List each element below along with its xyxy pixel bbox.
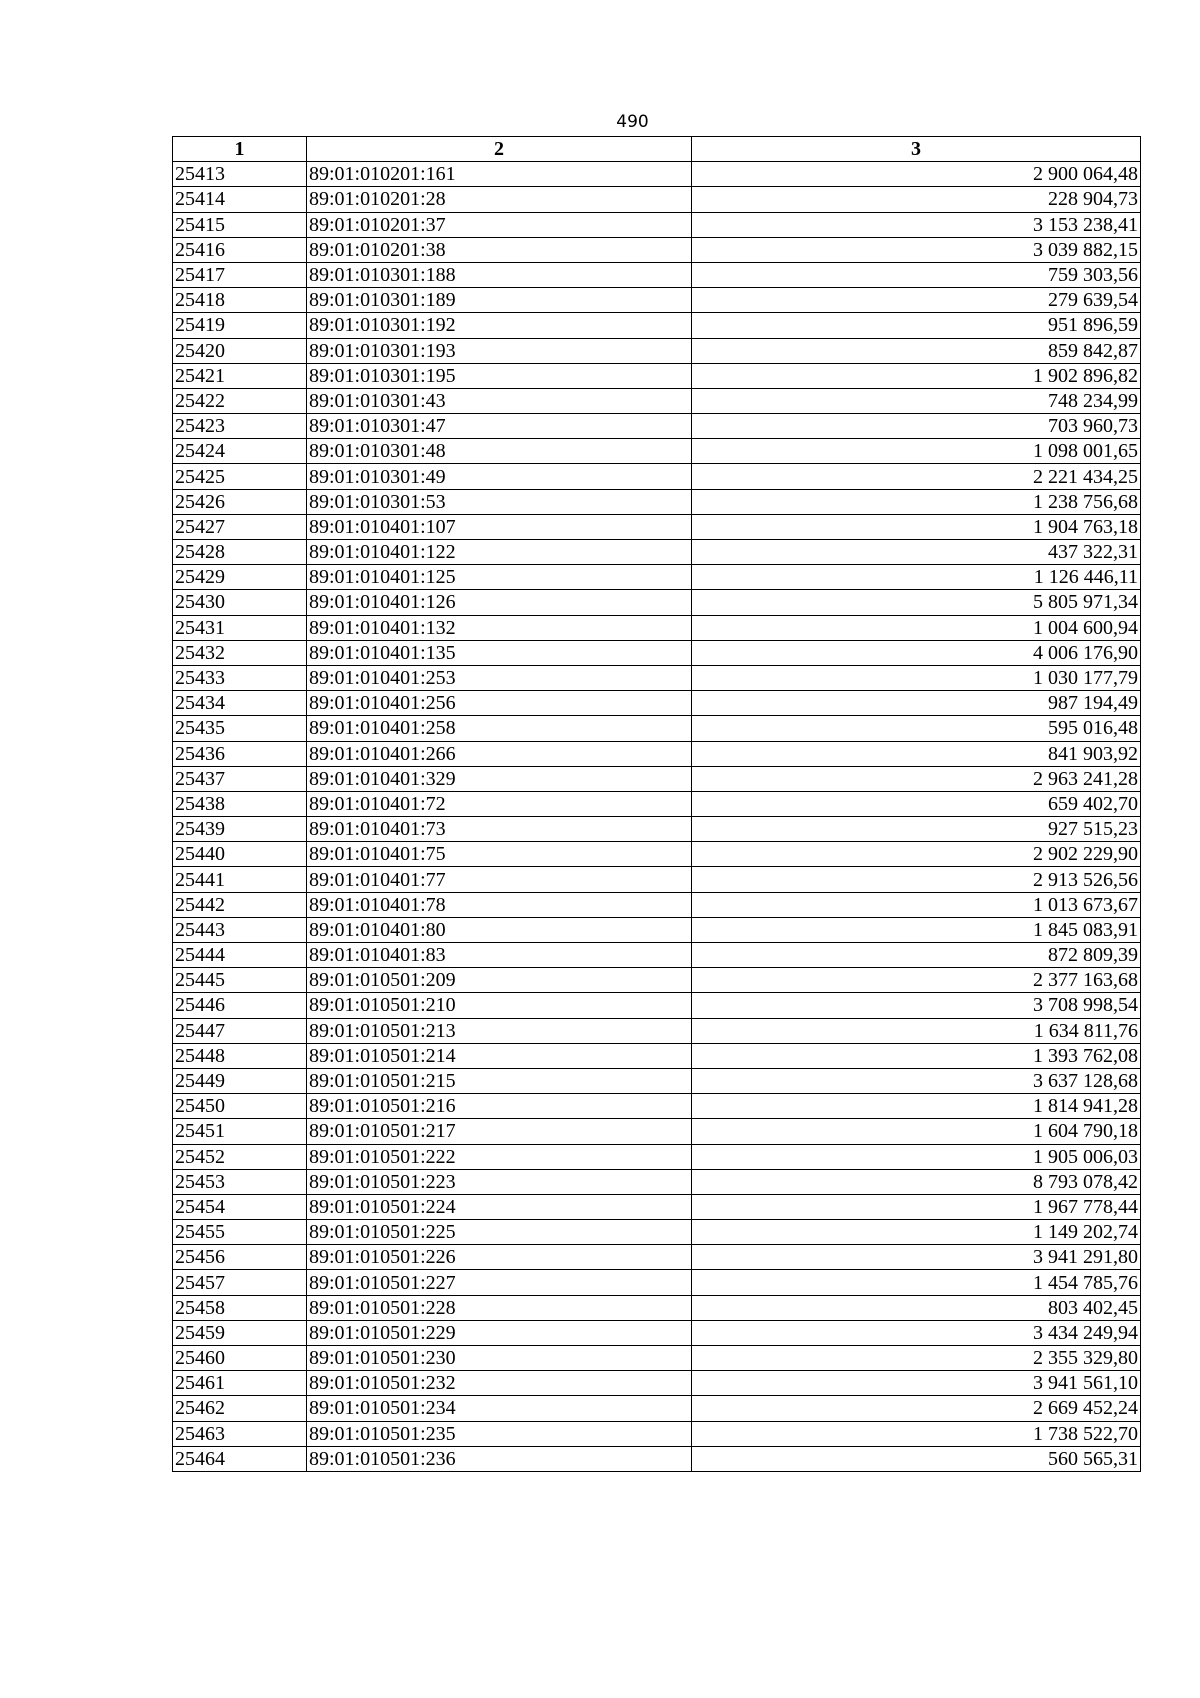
value-cell: 4 006 176,90 [692,640,1141,665]
row-number-cell: 25449 [173,1068,307,1093]
table-row [173,338,1141,363]
cadastral-number-cell: 89:01:010401:75 [307,842,692,867]
value-cell: 2 355 329,80 [692,1346,1141,1371]
row-number-cell: 25438 [173,791,307,816]
table-row [173,212,1141,237]
value-cell: 3 637 128,68 [692,1068,1141,1093]
value-cell: 748 234,99 [692,388,1141,413]
value-cell: 2 902 229,90 [692,842,1141,867]
value-cell: 1 634 811,76 [692,1018,1141,1043]
cadastral-number-cell: 89:01:010501:213 [307,1018,692,1043]
row-number-cell: 25426 [173,489,307,514]
table-row [173,288,1141,313]
cadastral-number-cell: 89:01:010501:232 [307,1371,692,1396]
value-cell: 1 814 941,28 [692,1094,1141,1119]
value-cell: 1 454 785,76 [692,1270,1141,1295]
cadastral-number-cell: 89:01:010301:47 [307,414,692,439]
row-number-cell: 25415 [173,212,307,237]
row-number-cell: 25442 [173,892,307,917]
table-row [173,262,1141,287]
value-cell: 2 377 163,68 [692,968,1141,993]
row-number-cell: 25439 [173,817,307,842]
table-row [173,615,1141,640]
table-row [173,817,1141,842]
table-row [173,741,1141,766]
row-number-cell: 25414 [173,187,307,212]
cadastral-number-cell: 89:01:010401:256 [307,691,692,716]
table-row [173,691,1141,716]
value-cell: 437 322,31 [692,540,1141,565]
row-number-cell: 25440 [173,842,307,867]
value-cell: 951 896,59 [692,313,1141,338]
value-cell: 1 149 202,74 [692,1220,1141,1245]
cadastral-number-cell: 89:01:010401:132 [307,615,692,640]
value-cell: 595 016,48 [692,716,1141,741]
value-cell: 1 238 756,68 [692,489,1141,514]
value-cell: 3 708 998,54 [692,993,1141,1018]
row-number-cell: 25454 [173,1194,307,1219]
table-row [173,943,1141,968]
table-row [173,1018,1141,1043]
cadastral-number-cell: 89:01:010401:329 [307,766,692,791]
table-row [173,1295,1141,1320]
row-number-cell: 25417 [173,262,307,287]
row-number-cell: 25462 [173,1396,307,1421]
cadastral-number-cell: 89:01:010401:253 [307,665,692,690]
value-cell: 560 565,31 [692,1446,1141,1471]
row-number-cell: 25422 [173,388,307,413]
value-cell: 2 963 241,28 [692,766,1141,791]
value-cell: 3 039 882,15 [692,237,1141,262]
table-row [173,1320,1141,1345]
row-number-cell: 25421 [173,363,307,388]
table-row [173,716,1141,741]
row-number-cell: 25424 [173,439,307,464]
row-number-cell: 25419 [173,313,307,338]
cadastral-number-cell: 89:01:010301:48 [307,439,692,464]
row-number-cell: 25430 [173,590,307,615]
value-cell: 872 809,39 [692,943,1141,968]
cadastral-number-cell: 89:01:010301:189 [307,288,692,313]
cadastral-number-cell: 89:01:010401:78 [307,892,692,917]
cadastral-number-cell: 89:01:010501:222 [307,1144,692,1169]
value-cell: 1 126 446,11 [692,565,1141,590]
cadastral-number-cell: 89:01:010401:83 [307,943,692,968]
table-row [173,439,1141,464]
value-cell: 1 905 006,03 [692,1144,1141,1169]
row-number-cell: 25435 [173,716,307,741]
cadastral-number-cell: 89:01:010201:161 [307,162,692,187]
cadastral-number-cell: 89:01:010301:193 [307,338,692,363]
table-row [173,917,1141,942]
row-number-cell: 25458 [173,1295,307,1320]
cadastral-number-cell: 89:01:010301:49 [307,464,692,489]
table-row [173,388,1141,413]
table-row [173,489,1141,514]
row-number-cell: 25450 [173,1094,307,1119]
cadastral-number-cell: 89:01:010301:188 [307,262,692,287]
cadastral-number-cell: 89:01:010501:214 [307,1043,692,1068]
value-cell: 5 805 971,34 [692,590,1141,615]
cadastral-number-cell: 89:01:010501:229 [307,1320,692,1345]
table-row [173,640,1141,665]
cadastral-number-cell: 89:01:010501:210 [307,993,692,1018]
table-row [173,1421,1141,1446]
table-row [173,565,1141,590]
row-number-cell: 25464 [173,1446,307,1471]
value-cell: 3 434 249,94 [692,1320,1141,1345]
table-row [173,162,1141,187]
cadastral-number-cell: 89:01:010501:225 [307,1220,692,1245]
row-number-cell: 25443 [173,917,307,942]
cadastral-number-cell: 89:01:010201:37 [307,212,692,237]
table-row [173,1169,1141,1194]
cadastral-number-cell: 89:01:010401:107 [307,514,692,539]
row-number-cell: 25453 [173,1169,307,1194]
table-row [173,237,1141,262]
row-number-cell: 25459 [173,1320,307,1345]
row-number-cell: 25436 [173,741,307,766]
cadastral-number-cell: 89:01:010501:234 [307,1396,692,1421]
value-cell: 3 153 238,41 [692,212,1141,237]
row-number-cell: 25447 [173,1018,307,1043]
cadastral-number-cell: 89:01:010501:224 [307,1194,692,1219]
row-number-cell: 25431 [173,615,307,640]
row-number-cell: 25428 [173,540,307,565]
table-row [173,540,1141,565]
cadastral-number-cell: 89:01:010401:266 [307,741,692,766]
cadastral-number-cell: 89:01:010501:236 [307,1446,692,1471]
value-cell: 228 904,73 [692,187,1141,212]
table-row [173,1220,1141,1245]
value-cell: 1 393 762,08 [692,1043,1141,1068]
table-row [173,1245,1141,1270]
value-cell: 2 221 434,25 [692,464,1141,489]
value-cell: 759 303,56 [692,262,1141,287]
value-cell: 859 842,87 [692,338,1141,363]
value-cell: 2 669 452,24 [692,1396,1141,1421]
value-cell: 2 900 064,48 [692,162,1141,187]
cadastral-number-cell: 89:01:010401:258 [307,716,692,741]
table-row [173,464,1141,489]
cadastral-number-cell: 89:01:010401:77 [307,867,692,892]
value-cell: 1 013 673,67 [692,892,1141,917]
value-cell: 1 030 177,79 [692,665,1141,690]
table-header [173,137,1141,162]
cadastral-number-cell: 89:01:010201:38 [307,237,692,262]
value-cell: 2 913 526,56 [692,867,1141,892]
value-cell: 3 941 561,10 [692,1371,1141,1396]
cadastral-number-cell: 89:01:010401:126 [307,590,692,615]
table-row [173,590,1141,615]
table-row [173,514,1141,539]
column-header-3: 3 [692,137,1141,162]
cadastral-number-cell: 89:01:010401:135 [307,640,692,665]
value-cell: 803 402,45 [692,1295,1141,1320]
row-number-cell: 25413 [173,162,307,187]
value-cell: 279 639,54 [692,288,1141,313]
row-number-cell: 25445 [173,968,307,993]
column-header-1: 1 [173,137,307,162]
row-number-cell: 25448 [173,1043,307,1068]
row-number-cell: 25420 [173,338,307,363]
table-row [173,968,1141,993]
cadastral-number-cell: 89:01:010401:80 [307,917,692,942]
cadastral-number-cell: 89:01:010501:226 [307,1245,692,1270]
table-row [173,993,1141,1018]
row-number-cell: 25457 [173,1270,307,1295]
row-number-cell: 25441 [173,867,307,892]
value-cell: 1 738 522,70 [692,1421,1141,1446]
value-cell: 1 967 778,44 [692,1194,1141,1219]
value-cell: 8 793 078,42 [692,1169,1141,1194]
table-row [173,1270,1141,1295]
cadastral-number-cell: 89:01:010301:53 [307,489,692,514]
row-number-cell: 25463 [173,1421,307,1446]
value-cell: 3 941 291,80 [692,1245,1141,1270]
value-cell: 659 402,70 [692,791,1141,816]
table-row [173,313,1141,338]
row-number-cell: 25418 [173,288,307,313]
table-row [173,665,1141,690]
row-number-cell: 25427 [173,514,307,539]
cadastral-number-cell: 89:01:010401:73 [307,817,692,842]
row-number-cell: 25461 [173,1371,307,1396]
cadastral-number-cell: 89:01:010501:215 [307,1068,692,1093]
row-number-cell: 25433 [173,665,307,690]
table-row [173,1094,1141,1119]
cadastral-number-cell: 89:01:010501:223 [307,1169,692,1194]
value-cell: 841 903,92 [692,741,1141,766]
table-row [173,1043,1141,1068]
column-header-2: 2 [307,137,692,162]
row-number-cell: 25423 [173,414,307,439]
table-row [173,892,1141,917]
table-row [173,842,1141,867]
row-number-cell: 25432 [173,640,307,665]
cadastral-number-cell: 89:01:010501:235 [307,1421,692,1446]
table-body [173,162,1141,1472]
value-cell: 927 515,23 [692,817,1141,842]
value-cell: 1 004 600,94 [692,615,1141,640]
table-row [173,867,1141,892]
table-row [173,1371,1141,1396]
cadastral-number-cell: 89:01:010501:230 [307,1346,692,1371]
row-number-cell: 25416 [173,237,307,262]
cadastral-number-cell: 89:01:010401:122 [307,540,692,565]
cadastral-number-cell: 89:01:010501:217 [307,1119,692,1144]
table-row [173,1194,1141,1219]
row-number-cell: 25425 [173,464,307,489]
row-number-cell: 25429 [173,565,307,590]
table-row [173,1068,1141,1093]
table-row [173,766,1141,791]
cadastral-number-cell: 89:01:010401:72 [307,791,692,816]
table-row [173,1346,1141,1371]
value-cell: 1 904 763,18 [692,514,1141,539]
row-number-cell: 25446 [173,993,307,1018]
table-row [173,187,1141,212]
cadastral-number-cell: 89:01:010201:28 [307,187,692,212]
table-row [173,1144,1141,1169]
table-row [173,414,1141,439]
page-number: 490 [616,112,649,132]
value-cell: 1 902 896,82 [692,363,1141,388]
row-number-cell: 25437 [173,766,307,791]
cadastral-number-cell: 89:01:010301:43 [307,388,692,413]
value-cell: 703 960,73 [692,414,1141,439]
row-number-cell: 25451 [173,1119,307,1144]
cadastral-number-cell: 89:01:010301:195 [307,363,692,388]
table-row [173,1396,1141,1421]
table-row [173,1446,1141,1471]
registry-table [172,136,1141,1472]
cadastral-number-cell: 89:01:010501:209 [307,968,692,993]
table-row [173,1119,1141,1144]
cadastral-number-cell: 89:01:010401:125 [307,565,692,590]
cadastral-number-cell: 89:01:010301:192 [307,313,692,338]
row-number-cell: 25452 [173,1144,307,1169]
table-row [173,791,1141,816]
header-row [173,137,1141,162]
value-cell: 1 845 083,91 [692,917,1141,942]
row-number-cell: 25456 [173,1245,307,1270]
cadastral-number-cell: 89:01:010501:227 [307,1270,692,1295]
value-cell: 1 098 001,65 [692,439,1141,464]
cadastral-number-cell: 89:01:010501:228 [307,1295,692,1320]
row-number-cell: 25444 [173,943,307,968]
value-cell: 1 604 790,18 [692,1119,1141,1144]
value-cell: 987 194,49 [692,691,1141,716]
table-row [173,363,1141,388]
row-number-cell: 25434 [173,691,307,716]
row-number-cell: 25460 [173,1346,307,1371]
cadastral-number-cell: 89:01:010501:216 [307,1094,692,1119]
row-number-cell: 25455 [173,1220,307,1245]
